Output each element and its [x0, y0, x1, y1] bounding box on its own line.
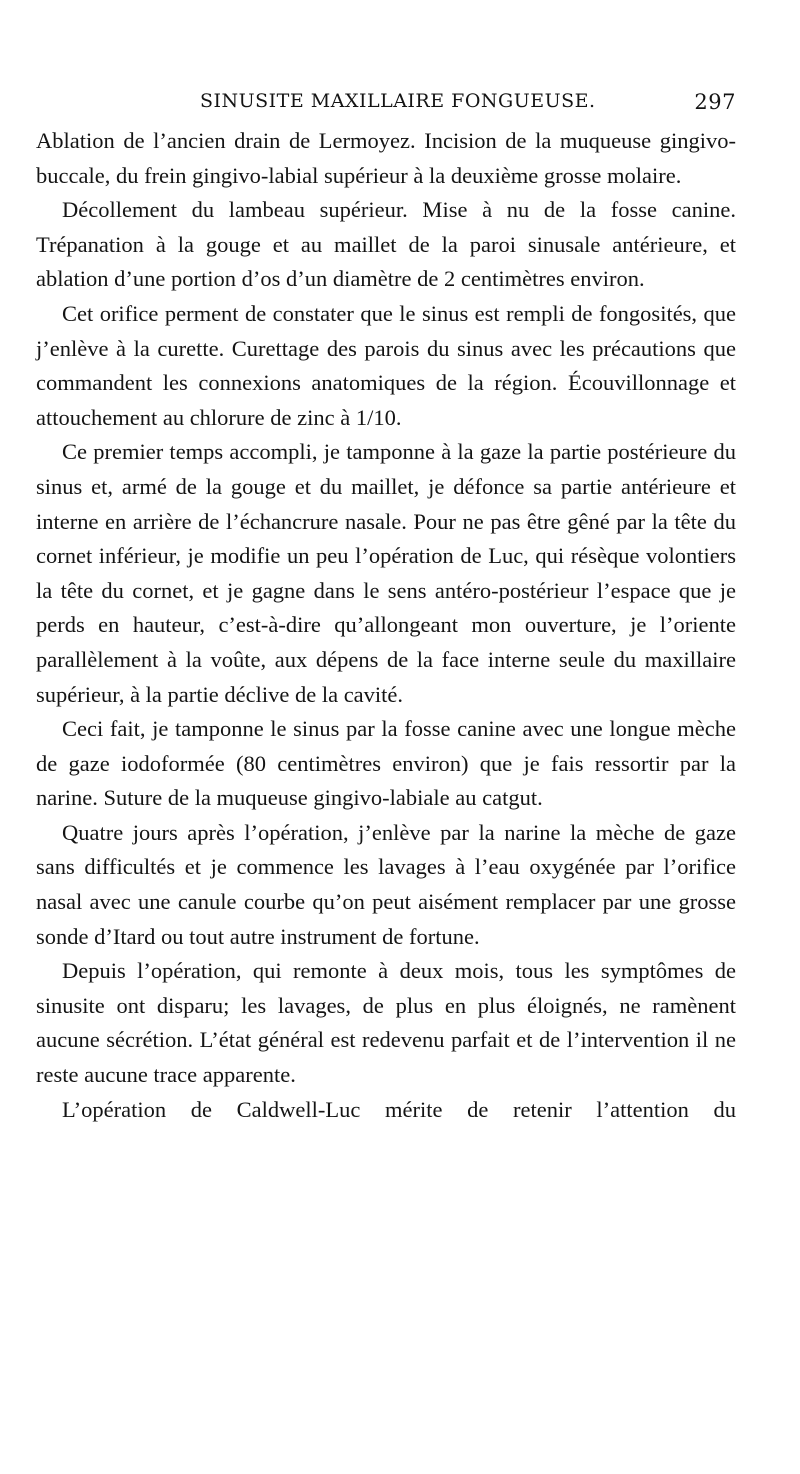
body-text [36, 124, 736, 1127]
paragraph-4: Ce premier temps accompli, je tamponne à la gaze la partie postérieure du sinus et, armé de la gouge et du maillet, je défonce sa partie antérieure et interne en arrière de l’échancrure nasale. Pour ne pas être gêné par la tête du cornet inférieur, je modifie un peu l’opération de Luc, qui résèque volontiers la tête du cornet, et je gagne dans le sens antéro-postérieur l’espace que je perds en hauteur, c’est-à-dire qu’allongeant mon ouverture, je l’oriente parallèlement à la voûte, aux dépens de la face interne seule du maxillaire supérieur, à la partie déclive de la cavité. [36, 439, 736, 707]
paragraph-8: L’opération de Caldwell-Luc mérite de retenir l’attention du [62, 1096, 736, 1122]
paragraph-5: Ceci fait, je tamponne le sinus par la fosse canine avec une longue mèche de gaze iodoformée (80 centimètres environ) que je fais ressortir par la narine. Suture de la muqueuse gingivo-labiale au catgut. [36, 716, 736, 811]
paragraph-7: Depuis l’opération, qui remonte à deux mois, tous les symptômes de sinusite ont disparu; les lavages, de plus en plus éloignés, ne ramènent aucune sécrétion. L’état général est redevenu parfait et de l’intervention il ne reste aucune trace apparente. [36, 958, 736, 1088]
paragraph-2: Décollement du lambeau supérieur. Mise à nu de la fosse canine. Trépanation à la gouge et au maillet de la paroi sinusale antérieure, et ablation d’une portion d’os d’un diamètre de 2 centimètres environ. [36, 197, 736, 292]
paragraph-1: Ablation de l’ancien drain de Lermoyez. Incision de la muqueuse gingivo-buccale, du frein gingivo-labial supérieur à la deuxième grosse molaire. [36, 128, 736, 188]
page-number: 297 [694, 90, 736, 114]
paragraph-6: Quatre jours après l’opération, j’enlève par la narine la mèche de gaze sans difficultés et je commence les lavages à l’eau oxygénée par l’orifice nasal avec une canule courbe qu’on peut aisément remplacer par une grosse sonde d’Itard ou tout autre instrument de fortune. [36, 819, 736, 949]
book-page [36, 84, 736, 1127]
running-title: SINUSITE MAXILLAIRE FONGUEUSE. [200, 90, 596, 112]
paragraph-3: Cet orifice perment de constater que le sinus est rempli de fongosités, que j’enlève à la curette. Curettage des parois du sinus avec les précautions que commandent les connexions anatomiques de la région. Écouvillonnage et attouchement au chlorure de zinc à 1/10. [36, 300, 736, 430]
running-head [36, 84, 736, 124]
